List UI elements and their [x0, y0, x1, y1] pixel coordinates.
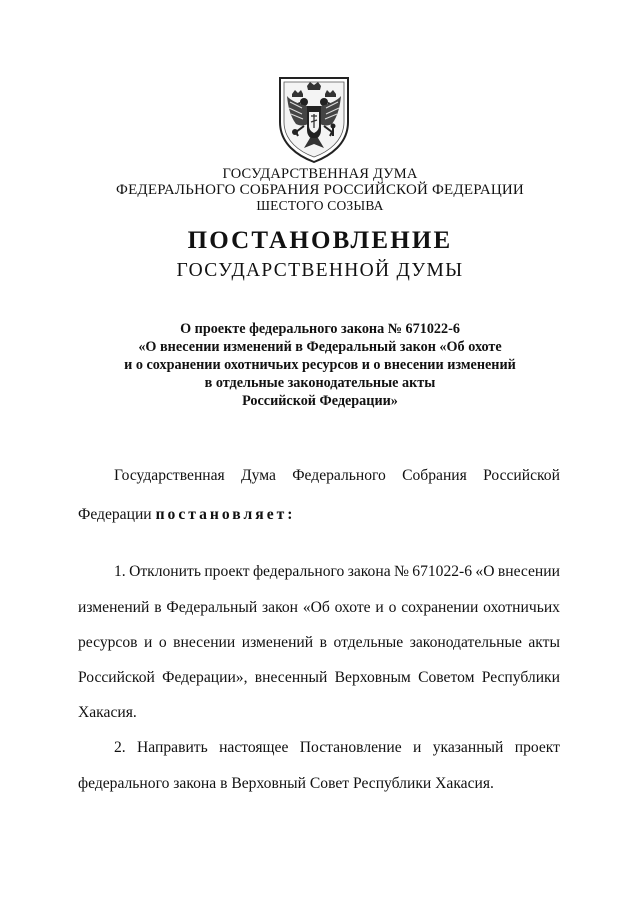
word: 2. [114, 739, 126, 756]
item1-line-4 [78, 668, 560, 688]
word: 671022-6 [412, 563, 473, 580]
word: о [158, 634, 167, 651]
item2-line-2: федерального закона в Верховный Совет Республики Хакасия. [78, 775, 494, 792]
word: охотничьих [483, 599, 560, 616]
item2-line-1 [114, 738, 560, 758]
word: Направить [137, 739, 208, 756]
word: в [154, 599, 162, 616]
word: о [388, 599, 397, 616]
word: указанный [432, 739, 504, 756]
word: Постановление [299, 739, 402, 756]
word: и [413, 739, 422, 756]
word: внесенный [254, 669, 328, 686]
decree-word: постановляет: [155, 506, 296, 523]
word: Советом [418, 669, 475, 686]
subject-line-2: «О внесении изменений в Федеральный закон «Об охоте [138, 339, 502, 355]
header-line-2: ФЕДЕРАЛЬНОГО СОБРАНИЯ РОССИЙСКОЙ ФЕДЕРАЦИИ [116, 182, 524, 198]
preamble-line-1 [114, 466, 560, 486]
item1-line-5: Хакасия. [78, 704, 137, 721]
word: внесении [497, 563, 560, 580]
subject-line-4: в отдельные законодательные акты [204, 375, 436, 391]
word: Федерации», [162, 669, 248, 686]
word: внесении [173, 634, 236, 651]
word: проект [204, 563, 250, 580]
word: и [144, 634, 153, 651]
word: изменений [241, 634, 314, 651]
item1-line-2 [78, 598, 560, 618]
word: акты [528, 634, 560, 651]
document-subject [90, 320, 550, 410]
word: охоте [334, 599, 371, 616]
word: проект [514, 739, 560, 756]
word: Отклонить [129, 563, 201, 580]
subject-line-3: и о сохранении охотничьих ресурсов и о внесении изменений [124, 357, 516, 373]
preamble-line-2-start: Федерации [78, 506, 152, 523]
document-title: ПОСТАНОВЛЕНИЕ [187, 227, 453, 254]
word: сохранении [401, 599, 479, 616]
word: и [375, 599, 384, 616]
word: отдельные [333, 634, 404, 651]
word: Собрания [402, 467, 467, 484]
word: Республики [481, 669, 560, 686]
word: 1. [114, 563, 126, 580]
word: Российской [483, 467, 560, 484]
word: федерального [252, 563, 345, 580]
word: Федерального [292, 467, 386, 484]
word: Федеральный [166, 599, 258, 616]
word: «О [475, 563, 495, 580]
word: закона [347, 563, 391, 580]
coat-of-arms-emblem [274, 74, 354, 164]
document-subtitle: ГОСУДАРСТВЕННОЙ ДУМЫ [176, 260, 464, 281]
header-line-3: ШЕСТОГО СОЗЫВА [256, 198, 384, 213]
subject-line-1: О проекте федерального закона № 671022-6 [180, 321, 460, 337]
header-line-1: ГОСУДАРСТВЕННАЯ ДУМА [222, 166, 418, 182]
word: Российской [78, 669, 155, 686]
word: настоящее [219, 739, 289, 756]
word: Государственная [114, 467, 225, 484]
word: изменений [78, 599, 150, 616]
word: ресурсов [78, 634, 138, 651]
item1-line-3 [78, 633, 560, 653]
word: закон [262, 599, 299, 616]
preamble-line-2 [78, 505, 295, 525]
word: Верховным [334, 669, 411, 686]
subject-line-5: Российской Федерации» [242, 393, 398, 409]
word: в [319, 634, 327, 651]
word: № [394, 563, 409, 580]
word: законодательные [409, 634, 522, 651]
item1-line-1 [114, 562, 560, 582]
word: «Об [302, 599, 330, 616]
word: Дума [241, 467, 276, 484]
